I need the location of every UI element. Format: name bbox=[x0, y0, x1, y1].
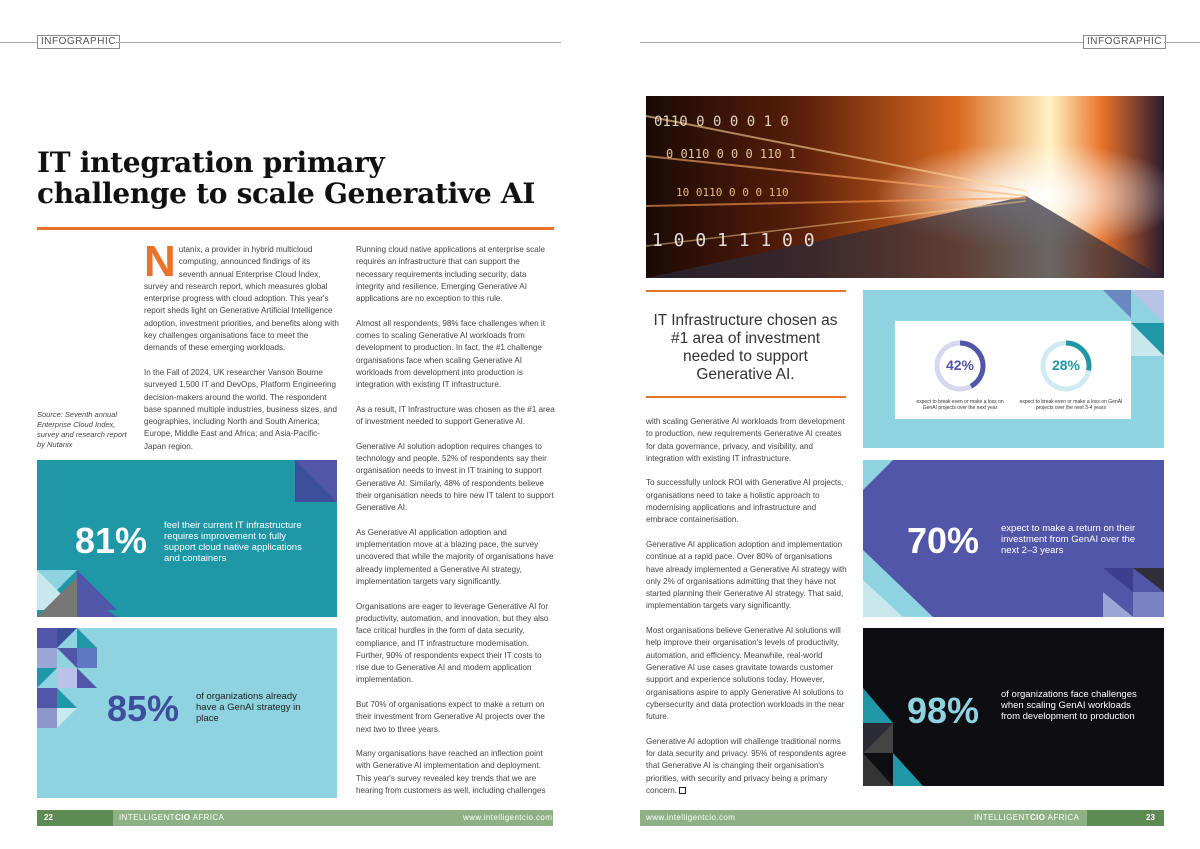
header-rule-right bbox=[640, 42, 1083, 43]
svg-text:0 0110 0 0 0 110 1: 0 0110 0 0 0 110 1 bbox=[666, 147, 797, 161]
hero-image bbox=[646, 96, 1164, 278]
stat-98-text: of organizations face challenges when scaling GenAI workloads from development to production bbox=[1001, 689, 1137, 722]
pullquote-rule-bottom bbox=[646, 396, 846, 398]
rings-card bbox=[895, 321, 1131, 419]
svg-text:1 0 0 1 1 1 0 0: 1 0 0 1 1 1 0 0 bbox=[652, 230, 815, 251]
header-rule-left bbox=[0, 42, 37, 43]
title-underline bbox=[37, 227, 554, 230]
col2-paragraph-2: Almost all respondents, 98% face challenges when it comes to scaling Generative AI workloads from development to production. In fact, the #1 challenge organisations face when scaling Generative AI workloads from development into production is integration with existing IT infrastructure. bbox=[356, 318, 545, 390]
page-number-right: 23 bbox=[1146, 813, 1155, 822]
col1-paragraph-2: In the Fall of 2024, UK researcher Vanson Bourne surveyed 1,500 IT and DevOps, Platform Engineering decision-makers around the world. The respondent base spanned multiple industries, business sizes, and geographies, including North and South America; Europe, Middle East and Africa; and Asia-Pacific-Japan region. bbox=[144, 367, 338, 451]
col2-paragraph-3: As a result, IT Infrastructure was chosen as the #1 area of investment needed to support Generative AI. bbox=[356, 404, 555, 427]
page-number-left: 22 bbox=[44, 813, 53, 822]
svg-text:10 0110 0 0 0 110: 10 0110 0 0 0 110 bbox=[676, 186, 789, 199]
footer-brand-left bbox=[119, 813, 224, 822]
svg-text:0110 0 0 0 0 1 0: 0110 0 0 0 0 1 0 bbox=[654, 114, 789, 130]
brand-bold-right: CIO bbox=[1029, 813, 1046, 822]
source-note: Source: Seventh annual Enterprise Cloud Index, survey and research report by Nutanix bbox=[37, 410, 127, 449]
end-mark-icon bbox=[679, 787, 686, 794]
col3-paragraph-2: To successfully unlock ROI with Generative AI projects, organisations need to take a holistic approach to modernising applications and infrastructure and embrace containerisation. bbox=[646, 478, 844, 525]
ring-28-value: 28% bbox=[1051, 357, 1081, 373]
ring-42-text: expect to break even or make a loss on GenAI projects over the next year bbox=[916, 399, 1004, 411]
brand-region: AFRICA bbox=[190, 813, 225, 822]
stat-panel-85 bbox=[37, 628, 337, 798]
footer-url-right[interactable]: www.intelligentcio.com bbox=[646, 813, 736, 822]
rings-panel bbox=[863, 290, 1164, 448]
brand-bold: CIO bbox=[174, 813, 191, 822]
pullquote-rule-top bbox=[646, 290, 846, 292]
hero-streaks bbox=[646, 96, 1164, 278]
stat-85-text: of organizations already have a GenAI strategy in place bbox=[196, 691, 301, 724]
col3-paragraph-5-text: Generative AI adoption will challenge traditional norms for data security and privacy. 95% of respondents agree that Generative AI is changing their organisation's priorities, with security and privacy being a primary concern. bbox=[646, 736, 847, 795]
dropcap: N bbox=[144, 237, 176, 286]
footer-brand-right bbox=[974, 813, 1079, 822]
footer-left bbox=[37, 810, 553, 826]
ring-42-value: 42% bbox=[945, 357, 975, 373]
column-2 bbox=[356, 244, 556, 810]
col3-paragraph-3: Generative AI application adoption and implementation continue at a rapid pace. Over 80% of organisations have already implemented a Generative AI strategy with only 2% of organisations admitting that they have not started planning their Generative AI strategy. That said, implementation targets vary significantly. bbox=[646, 539, 847, 611]
col2-paragraph-1: Running cloud native applications at enterprise scale requires an infrastructure that can support the necessary requirements including security, data integrity and resilience. Emerging Generative AI applications are no exception to this rule. bbox=[356, 245, 545, 304]
ring-28-text: expect to break even or make a loss on GenAI projects over the next 3-4 years bbox=[1019, 399, 1123, 411]
title-line-1: IT integration primary bbox=[37, 146, 385, 179]
stat-85-value: 85% bbox=[107, 688, 180, 729]
stat-panel-98 bbox=[863, 628, 1164, 786]
brand-light: INTELLIGENT bbox=[119, 813, 175, 822]
infographic-tag-right: INFOGRAPHIC bbox=[1083, 35, 1166, 49]
col2-paragraph-7: But 70% of organisations expect to make a return on their investment from Generative AI projects over the next two to three years. bbox=[356, 699, 545, 734]
article-title bbox=[37, 147, 557, 209]
col1-paragraph-1: utanix, a provider in hybrid multicloud computing, announced findings of its seventh annual Enterprise Cloud Index, survey and research report, which measures global enterprise progress with cloud adoption. This year's report sheds light on Generative Artificial Intelligence adoption, investment priorities, and benefits along with key challenges organisations face to meet the demands of these emerging workloads. bbox=[144, 245, 339, 353]
footer-right bbox=[640, 810, 1164, 826]
stat-70-text: expect to make a return on their investment from GenAI over the next 2–3 years bbox=[1001, 523, 1136, 556]
pullquote: IT Infrastructure chosen as #1 area of investment needed to support Generative AI. bbox=[653, 312, 838, 383]
footer-url-left[interactable]: www.intelligentcio.com bbox=[463, 813, 553, 822]
stat-panel-70 bbox=[863, 460, 1164, 617]
infographic-tag-left: INFOGRAPHIC bbox=[37, 35, 120, 49]
col2-paragraph-6: Organisations are eager to leverage Generative AI for productivity, automation, and innovation, but they also face critical hurdles in the form of data security, compliance, and IT infrastructure modernisation. Further, 90% of respondents expect their IT costs to rise due to Generative AI and modern application implementation. bbox=[356, 601, 549, 685]
stat-81-value: 81% bbox=[75, 520, 148, 561]
stat-81-text: feel their current IT infrastructure requires improvement to fully support cloud native applications and containers bbox=[164, 520, 302, 564]
col2-paragraph-4: Generative AI solution adoption requires changes to technology and people. 52% of respondents say their organisation needs to invest in IT training to support Generative AI. Similarly, 48% of respondents believe their organisation needs to hire new IT talent to support Generative AI. bbox=[356, 441, 554, 513]
col2-paragraph-5: As Generative AI application adoption and implementation move at a blazing pace, the survey uncovered that while the majority of organisations have already implemented a Generative AI strategy, implementation targets vary significantly. bbox=[356, 527, 554, 587]
stat-70-value: 70% bbox=[907, 520, 980, 561]
column-1 bbox=[144, 237, 340, 465]
column-3 bbox=[646, 416, 848, 810]
col3-paragraph-5 bbox=[646, 736, 848, 797]
col2-paragraph-8: Many organisations have reached an inflection point with Generative AI implementation and deployment. This year's survey revealed key trends that we are hearing from customers as well, including challenges bbox=[356, 749, 546, 796]
title-line-2: challenge to scale Generative AI bbox=[37, 177, 536, 210]
col3-paragraph-4: Most organisations believe Generative AI solutions will help improve their organisation's levels of productivity, automation, and efficiency. Meanwhile, real-world Generative AI use cases gravitate towards customer support and experience solutions today. However, organisations aspire to apply Generative AI solutions to cybersecurity and data protection workloads in the near future. bbox=[646, 626, 845, 722]
stat-98-value: 98% bbox=[907, 690, 980, 731]
brand-region-right: AFRICA bbox=[1045, 813, 1080, 822]
col3-paragraph-1: with scaling Generative AI workloads from development to production, new requirements Generative AI creates for data governance, privacy, and visibility, and integration with existing IT infrastructure. bbox=[646, 417, 845, 463]
header-rule-right-2 bbox=[1164, 42, 1200, 43]
stat-panel-81 bbox=[37, 460, 337, 617]
header-rule-left-2 bbox=[116, 42, 561, 43]
brand-light-right: INTELLIGENT bbox=[974, 813, 1030, 822]
